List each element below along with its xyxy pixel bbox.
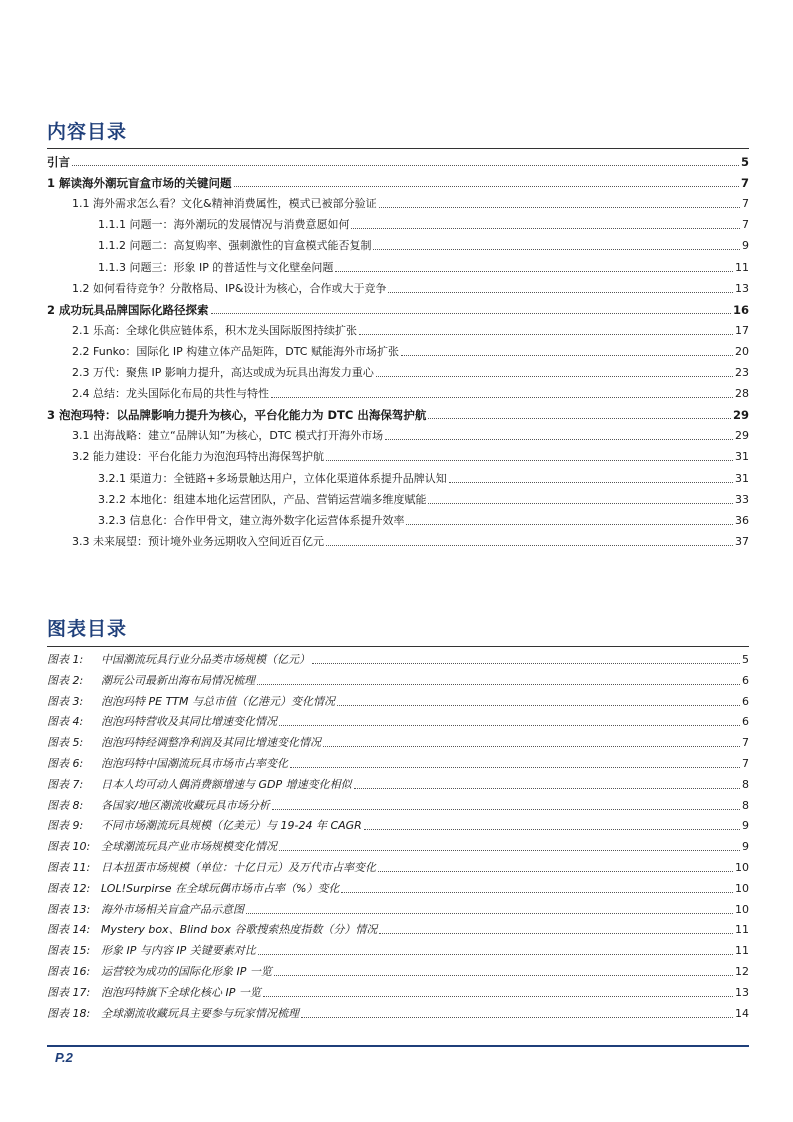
toc-entry-label: 1.1.2 问题二：高复购率、强刺激性的盲盒模式能否复制 — [98, 239, 372, 253]
footer-divider — [47, 1045, 749, 1047]
figure-entry-title — [47, 965, 272, 979]
toc-entry-page: 5 — [740, 155, 749, 169]
toc-entry-label: 引言 — [47, 155, 70, 169]
dot-leader — [379, 207, 740, 208]
toc-entry[interactable] — [72, 341, 749, 362]
toc-entry-label: 3.2.3 信息化：合作甲骨文，建立海外数字化运营体系提升效率 — [98, 513, 405, 527]
toc-entry[interactable] — [47, 151, 749, 172]
figure-entry-page: 12 — [735, 965, 749, 978]
dot-leader — [428, 503, 733, 504]
figure-entry-page: 10 — [735, 861, 749, 874]
figure-entry-number: 图表 16: — [47, 965, 91, 978]
figure-entry-number: 图表 18: — [47, 1006, 91, 1020]
figure-entry-number: 图表 14: — [47, 923, 91, 937]
dot-leader — [364, 829, 740, 830]
figure-entry-number: 图表 2: — [47, 673, 84, 687]
toc-entry[interactable] — [72, 383, 749, 404]
toc-entry-page: 13 — [735, 281, 749, 295]
toc-entry[interactable] — [98, 214, 749, 235]
dot-leader — [428, 418, 731, 419]
figure-entry-title — [47, 923, 377, 937]
toc-entry-page: 23 — [735, 366, 749, 379]
figure-entry[interactable] — [47, 982, 749, 1003]
toc-entry[interactable] — [98, 468, 749, 489]
figure-entry-label: 泡泡玛特中国潮流玩具市场市占率变化 — [101, 757, 288, 770]
figure-entry-title — [47, 882, 339, 896]
toc-entry-page: 31 — [735, 471, 749, 485]
figure-entry[interactable] — [47, 732, 749, 753]
dot-leader — [257, 684, 740, 685]
dot-leader — [341, 892, 733, 893]
figure-entry-number: 图表 17: — [47, 985, 91, 999]
toc-entry-label: 2.2 Funko：国际化 IP 构建立体产品矩阵，DTC 赋能海外市场扩张 — [72, 344, 399, 358]
toc-entry[interactable] — [72, 446, 749, 467]
figure-entry-label: 中国潮流玩具行业分品类市场规模（亿元） — [101, 653, 310, 666]
toc-entry[interactable] — [98, 510, 749, 531]
figure-entry[interactable] — [47, 795, 749, 816]
dot-leader — [258, 954, 733, 955]
dot-leader — [312, 663, 740, 664]
figure-entry-number: 图表 1: — [47, 653, 84, 666]
toc-entry-page: 20 — [735, 344, 749, 358]
figure-entry-page: 14 — [735, 1006, 749, 1020]
figure-entry-label: 不同市场潮流玩具规模（亿美元）与 19-24 年 CAGR — [101, 819, 362, 833]
toc-entry[interactable] — [98, 257, 749, 278]
toc-entry-label: 1.2 如何看待竞争？分散格局、IP&设计为核心，合作或大于竞争 — [72, 281, 387, 295]
dot-leader — [301, 1017, 733, 1018]
toc-entry-label: 2.3 万代：聚焦 IP 影响力提升，高达或成为玩具出海发力重心 — [72, 366, 374, 379]
toc-divider — [47, 148, 749, 149]
toc-entry-label: 1 解读海外潮玩盲盒市场的关键问题 — [47, 176, 232, 191]
figure-entry-label: 日本人均可动人偶消费额增速与 GDP 增速变化相似 — [101, 777, 352, 791]
figure-entry-title — [47, 736, 321, 750]
toc-entry-label: 1.1.1 问题一：海外潮玩的发展情况与消费意愿如何 — [98, 218, 350, 232]
figure-entry-label: 全球潮流收藏玩具主要参与玩家情况梳理 — [101, 1006, 299, 1020]
figure-entry-page: 8 — [742, 798, 749, 812]
toc-entry-label: 3.2 能力建设：平台化能力为泡泡玛特出海保驾护航 — [72, 450, 324, 464]
figure-entry-number: 图表 12: — [47, 881, 91, 895]
dot-leader — [290, 767, 740, 768]
figure-entry-number: 图表 5: — [47, 736, 84, 750]
figure-entry[interactable] — [47, 649, 749, 670]
figure-entry-title — [47, 944, 256, 958]
dot-leader — [234, 186, 739, 187]
toc-entry-page: 31 — [735, 450, 749, 464]
toc-entry-page: 33 — [735, 492, 749, 506]
toc-entry-label: 3.2.1 渠道力：全链路+多场景触达用户，立体化渠道体系提升品牌认知 — [98, 471, 447, 485]
figure-entry-number: 图表 4: — [47, 715, 84, 729]
dot-leader — [326, 460, 733, 461]
figure-entry[interactable] — [47, 919, 749, 940]
dot-leader — [406, 524, 733, 525]
toc-entry-page: 29 — [732, 408, 749, 423]
figure-entry-title — [47, 757, 288, 771]
toc-entry-page: 28 — [735, 387, 749, 401]
figure-entry-number: 图表 13: — [47, 902, 91, 916]
toc-entry[interactable] — [72, 193, 749, 214]
dot-leader — [279, 850, 740, 851]
toc-entry-page: 9 — [742, 239, 749, 253]
toc-entry-label: 2.4 总结：龙头国际化布局的共性与特性 — [72, 387, 269, 401]
figure-entry-page: 6 — [742, 694, 749, 708]
toc-entry-page: 37 — [735, 534, 749, 548]
toc-entry[interactable] — [72, 425, 749, 446]
figure-entry[interactable] — [47, 961, 749, 982]
figure-entry-title — [47, 819, 362, 833]
dot-leader — [279, 725, 740, 726]
figure-entry-label: 泡泡玛特旗下全球化核心 IP 一览 — [101, 985, 261, 999]
dot-leader — [72, 165, 739, 166]
dot-leader — [401, 355, 733, 356]
toc-entry[interactable] — [72, 278, 749, 299]
toc-entry-page: 29 — [735, 429, 749, 443]
dot-leader — [378, 871, 733, 872]
figure-entry-page: 13 — [735, 985, 749, 999]
toc-entry-label: 3.2.2 本地化：组建本地化运营团队，产品、营销运营端多维度赋能 — [98, 492, 427, 506]
toc-entry-page: 11 — [735, 260, 749, 274]
dot-leader — [211, 313, 731, 314]
figure-entry-number: 图表 15: — [47, 944, 91, 958]
figure-entry-page: 11 — [735, 944, 749, 958]
dot-leader — [337, 705, 740, 706]
toc-entry-label: 2.1 乐高：全球化供应链体系，积木龙头国际版图持续扩张 — [72, 323, 357, 337]
figure-entry-label: 海外市场相关盲盒产品示意图 — [101, 902, 244, 916]
figure-entry-title — [47, 986, 261, 1000]
figure-entry-page: 10 — [735, 881, 749, 895]
figure-list-title: 图表目录 — [47, 618, 128, 640]
toc-entry-label: 2 成功玩具品牌国际化路径探索 — [47, 302, 209, 317]
figure-entry-title — [47, 903, 244, 917]
toc-entry-page: 17 — [735, 323, 749, 337]
figure-entry-number: 图表 8: — [47, 798, 84, 812]
figure-entry-label: Mystery box、Blind box 谷歌搜索热度指数（分）情况 — [101, 923, 378, 937]
toc-entry-label: 1.1.3 问题三：形象 IP 的普适性与文化壁垒问题 — [98, 260, 334, 274]
dot-leader — [373, 249, 740, 250]
figure-entry-title — [47, 840, 277, 854]
toc-entry-label: 1.1 海外需求怎么看？文化&精神消费属性，模式已被部分验证 — [72, 197, 377, 211]
figure-entry-label: LOL!Surpirse 在全球玩偶市场市占率（%）变化 — [101, 881, 340, 895]
figure-entry-label: 泡泡玛特 PE TTM 与总市值（亿港元）变化情况 — [101, 694, 336, 708]
figure-entry-page: 11 — [735, 923, 749, 937]
page-number: P.2 — [55, 1050, 73, 1065]
toc-entry-label: 3.1 出海战略：建立“品牌认知”为核心，DTC 模式打开海外市场 — [72, 429, 384, 443]
toc-entry[interactable] — [47, 172, 749, 193]
dot-leader — [263, 996, 733, 997]
dot-leader — [274, 975, 733, 976]
dot-leader — [385, 439, 733, 440]
toc-title: 内容目录 — [47, 121, 128, 143]
figure-entry-label: 日本扭蛋市场规模（单位：十亿日元）及万代市占率变化 — [101, 861, 376, 874]
figure-entry[interactable] — [47, 670, 749, 691]
figure-entry-page: 7 — [742, 736, 749, 750]
figure-entry-label: 运营较为成功的国际化形象 IP 一览 — [101, 965, 272, 978]
figure-entry[interactable] — [47, 836, 749, 857]
dot-leader — [388, 292, 733, 293]
dot-leader — [335, 271, 733, 272]
toc-entry[interactable] — [72, 531, 749, 552]
figure-entry-page: 6 — [742, 715, 749, 729]
toc-entry-page: 7 — [740, 176, 749, 191]
figure-entry-page: 6 — [742, 673, 749, 687]
toc-entry[interactable] — [72, 320, 749, 341]
dot-leader — [271, 397, 733, 398]
dot-leader — [354, 788, 740, 789]
figure-entry-title — [47, 695, 335, 709]
figure-entry-number: 图表 11: — [47, 861, 91, 874]
dot-leader — [351, 228, 740, 229]
figure-entry[interactable] — [47, 899, 749, 920]
toc-entry-label: 3 泡泡玛特：以品牌影响力提升为核心，平台化能力为 DTC 出海保驾护航 — [47, 408, 427, 423]
toc-entry-label: 3.3 未来展望：预计境外业务远期收入空间近百亿元 — [72, 534, 324, 548]
figure-entry-title — [47, 861, 376, 875]
dot-leader — [379, 933, 733, 934]
figure-entry-label: 各国家/地区潮流收藏玩具市场分析 — [101, 798, 270, 812]
figure-entry-page: 10 — [735, 902, 749, 916]
figure-entry-label: 泡泡玛特经调整净利润及其同比增速变化情况 — [101, 736, 321, 750]
dot-leader — [246, 913, 733, 914]
figure-entry-number: 图表 7: — [47, 777, 84, 791]
figure-entry-page: 8 — [742, 777, 749, 791]
figure-entry[interactable] — [47, 940, 749, 961]
figure-entry[interactable] — [47, 857, 749, 878]
figure-entry[interactable] — [47, 774, 749, 795]
figure-entry-page: 7 — [742, 757, 749, 770]
figure-entry-title — [47, 653, 310, 667]
toc-entry-page: 7 — [742, 197, 749, 211]
dot-leader — [376, 376, 733, 377]
figure-entry-title — [47, 674, 255, 688]
figure-entry[interactable] — [47, 815, 749, 836]
dot-leader — [323, 746, 740, 747]
figure-entry-label: 潮玩公司最新出海布局情况梳理 — [101, 673, 255, 687]
toc-entry[interactable] — [47, 299, 749, 320]
figure-entry-number: 图表 10: — [47, 840, 91, 854]
toc-entry-page: 16 — [732, 302, 749, 317]
figure-entry-number: 图表 3: — [47, 694, 84, 708]
figure-entry[interactable] — [47, 711, 749, 732]
dot-leader — [449, 482, 733, 483]
dot-leader — [272, 809, 740, 810]
toc-entry[interactable] — [98, 235, 749, 256]
dot-leader — [326, 545, 733, 546]
toc-entry[interactable] — [98, 489, 749, 510]
figure-entry-label: 全球潮流玩具产业市场规模变化情况 — [101, 840, 277, 854]
toc-entry-page: 36 — [735, 513, 749, 527]
figure-entry-title — [47, 715, 277, 729]
figure-entry-page: 9 — [742, 819, 749, 833]
figure-entry-number: 图表 9: — [47, 819, 84, 833]
toc-entry[interactable] — [72, 362, 749, 383]
figure-entry[interactable] — [47, 753, 749, 774]
figure-entry-number: 图表 6: — [47, 757, 84, 770]
figure-list-divider — [47, 646, 749, 647]
figure-entry-title — [47, 778, 352, 792]
figure-entry-title — [47, 799, 270, 813]
figure-entry-page: 9 — [742, 840, 749, 854]
toc-entry[interactable] — [47, 404, 749, 425]
figure-entry[interactable] — [47, 1003, 749, 1024]
dot-leader — [359, 334, 733, 335]
figure-entry[interactable] — [47, 691, 749, 712]
figure-entry-label: 泡泡玛特营收及其同比增速变化情况 — [101, 715, 277, 729]
toc-entry-page: 7 — [742, 218, 749, 232]
figure-entry-page: 5 — [742, 653, 749, 666]
figure-entry-title — [47, 1007, 299, 1021]
figure-entry-label: 形象 IP 与内容 IP 关键要素对比 — [101, 944, 256, 958]
figure-entry[interactable] — [47, 878, 749, 899]
